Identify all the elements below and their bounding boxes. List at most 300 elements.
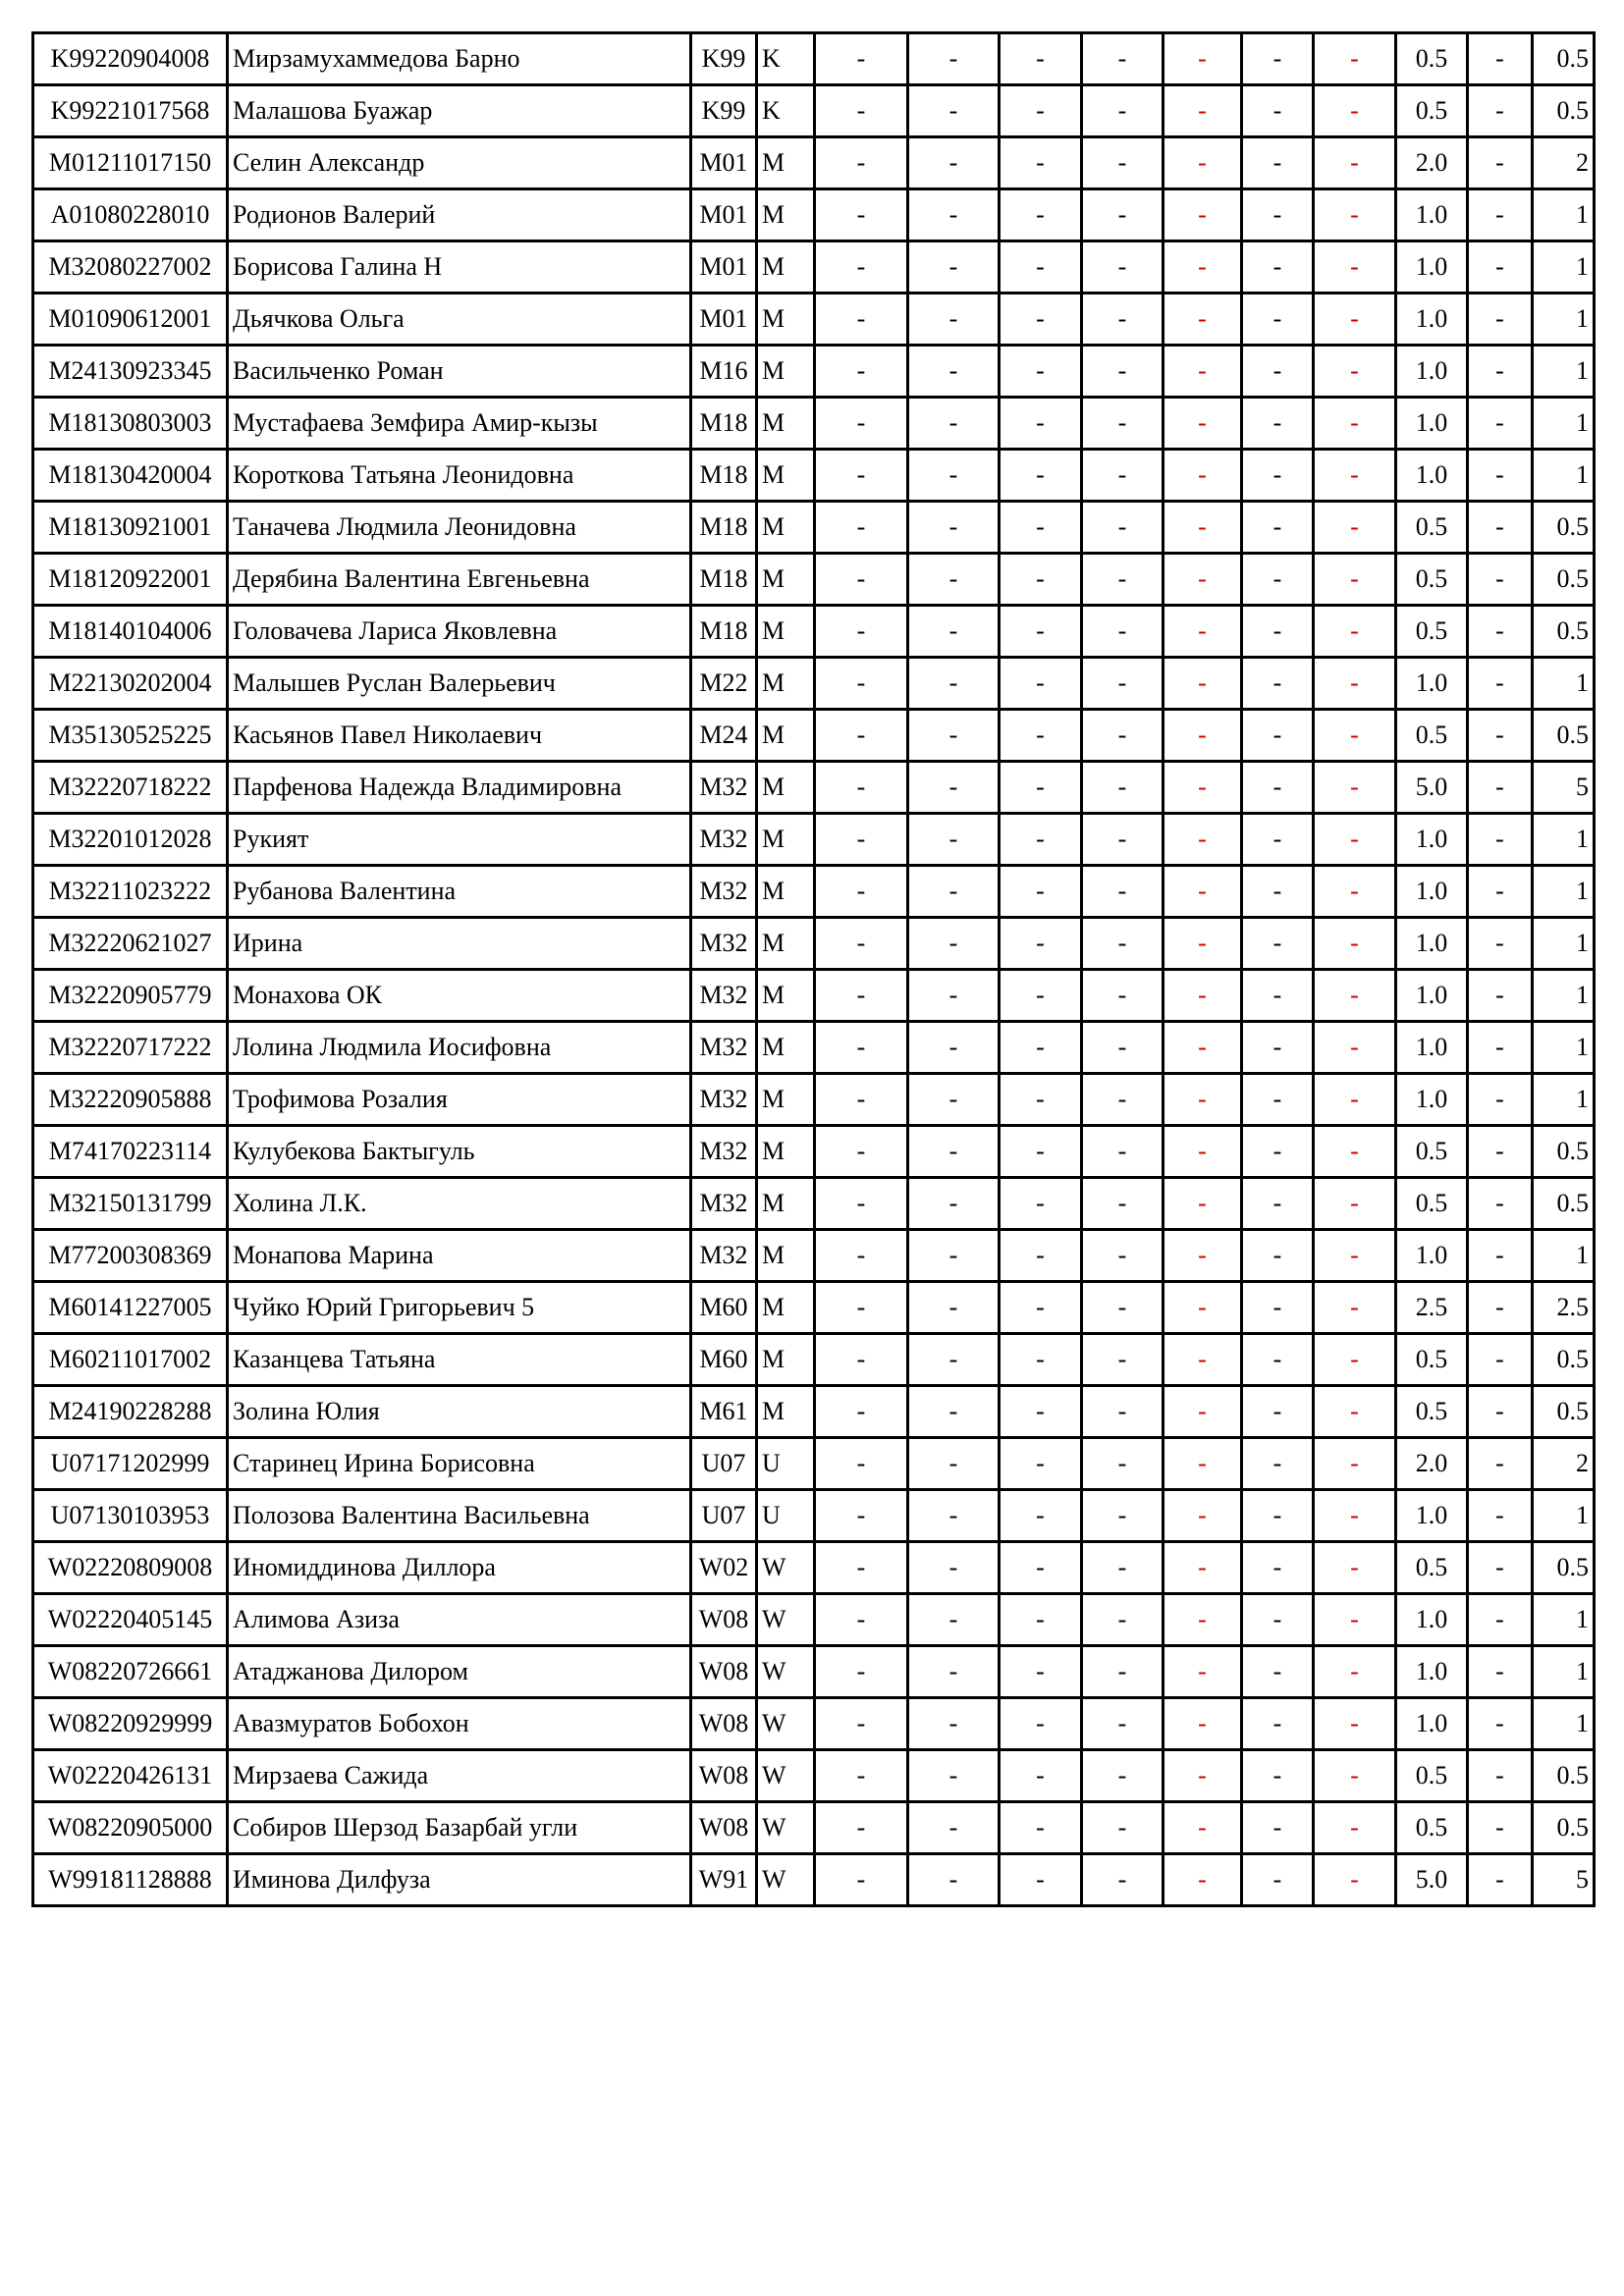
col-e-cell: - <box>1164 658 1242 710</box>
col-h-cell: - <box>1468 85 1533 137</box>
person-name-cell: Трофимова Розалия <box>228 1074 691 1126</box>
col-e-cell: - <box>1164 346 1242 398</box>
group-code-cell: U07 <box>691 1438 757 1490</box>
col-b-cell: - <box>908 450 1000 502</box>
table-row <box>33 918 1595 970</box>
table-row <box>33 85 1595 137</box>
col-c-cell: - <box>1000 814 1082 866</box>
col-c-cell: - <box>1000 1438 1082 1490</box>
group-code-cell: M32 <box>691 866 757 918</box>
total-cell: 0.5 <box>1533 1386 1595 1438</box>
table-row <box>33 814 1595 866</box>
col-g-cell: - <box>1314 710 1396 762</box>
record-id-cell: M60211017002 <box>33 1334 228 1386</box>
total-cell: 0.5 <box>1533 502 1595 554</box>
col-g-cell: - <box>1314 33 1396 85</box>
col-g-cell: - <box>1314 866 1396 918</box>
person-name-cell: Авазмуратов Бобохон <box>228 1698 691 1750</box>
col-b-cell: - <box>908 970 1000 1022</box>
col-f-cell: - <box>1242 970 1314 1022</box>
col-b-cell: - <box>908 1022 1000 1074</box>
col-d-cell: - <box>1082 1542 1164 1594</box>
col-f-cell: - <box>1242 1178 1314 1230</box>
total-cell: 0.5 <box>1533 1542 1595 1594</box>
col-d-cell: - <box>1082 189 1164 241</box>
col-d-cell: - <box>1082 1178 1164 1230</box>
total-cell: 0.5 <box>1533 606 1595 658</box>
total-cell: 1 <box>1533 1230 1595 1282</box>
record-id-cell: M01090612001 <box>33 294 228 346</box>
col-h-cell: - <box>1468 1542 1533 1594</box>
col-h-cell: - <box>1468 398 1533 450</box>
col-f-cell: - <box>1242 1126 1314 1178</box>
col-h-cell: - <box>1468 1438 1533 1490</box>
total-cell: 0.5 <box>1533 85 1595 137</box>
value-cell: 2.0 <box>1396 1438 1468 1490</box>
value-cell: 0.5 <box>1396 85 1468 137</box>
col-g-cell: - <box>1314 1802 1396 1854</box>
group-code-cell: M18 <box>691 606 757 658</box>
col-b-cell: - <box>908 1438 1000 1490</box>
table-row <box>33 710 1595 762</box>
group-code-cell: W02 <box>691 1542 757 1594</box>
col-h-cell: - <box>1468 294 1533 346</box>
col-b-cell: - <box>908 1074 1000 1126</box>
col-e-cell: - <box>1164 970 1242 1022</box>
group-code-cell: M16 <box>691 346 757 398</box>
total-cell: 1 <box>1533 398 1595 450</box>
col-e-cell: - <box>1164 710 1242 762</box>
value-cell: 1.0 <box>1396 1646 1468 1698</box>
person-name-cell: Собиров Шерзод Базарбай угли <box>228 1802 691 1854</box>
col-h-cell: - <box>1468 189 1533 241</box>
col-f-cell: - <box>1242 554 1314 606</box>
total-cell: 0.5 <box>1533 33 1595 85</box>
person-name-cell: Головачева Лариса Яковлевна <box>228 606 691 658</box>
col-a-cell: - <box>815 398 908 450</box>
col-g-cell: - <box>1314 762 1396 814</box>
record-id-cell: M18140104006 <box>33 606 228 658</box>
col-c-cell: - <box>1000 33 1082 85</box>
col-c-cell: - <box>1000 294 1082 346</box>
table-row <box>33 137 1595 189</box>
total-cell: 5 <box>1533 762 1595 814</box>
col-b-cell: - <box>908 1802 1000 1854</box>
col-c-cell: - <box>1000 398 1082 450</box>
col-h-cell: - <box>1468 1230 1533 1282</box>
col-c-cell: - <box>1000 1074 1082 1126</box>
col-h-cell: - <box>1468 970 1533 1022</box>
value-cell: 1.0 <box>1396 398 1468 450</box>
col-f-cell: - <box>1242 1438 1314 1490</box>
col-d-cell: - <box>1082 294 1164 346</box>
col-f-cell: - <box>1242 137 1314 189</box>
col-e-cell: - <box>1164 398 1242 450</box>
col-e-cell: - <box>1164 814 1242 866</box>
col-d-cell: - <box>1082 85 1164 137</box>
record-id-cell: K99221017568 <box>33 85 228 137</box>
person-name-cell: Парфенова Надежда Владимировна <box>228 762 691 814</box>
col-a-cell: - <box>815 346 908 398</box>
col-h-cell: - <box>1468 1646 1533 1698</box>
col-d-cell: - <box>1082 970 1164 1022</box>
person-name-cell: Ирина <box>228 918 691 970</box>
total-cell: 1 <box>1533 1490 1595 1542</box>
person-name-cell: Дерябина Валентина Евгеньевна <box>228 554 691 606</box>
record-id-cell: M01211017150 <box>33 137 228 189</box>
table-row <box>33 554 1595 606</box>
person-name-cell: Холина Л.К. <box>228 1178 691 1230</box>
col-c-cell: - <box>1000 1750 1082 1802</box>
col-d-cell: - <box>1082 1334 1164 1386</box>
col-h-cell: - <box>1468 137 1533 189</box>
group-letter-cell: M <box>757 814 815 866</box>
group-code-cell: M01 <box>691 137 757 189</box>
col-c-cell: - <box>1000 1802 1082 1854</box>
record-id-cell: M18120922001 <box>33 554 228 606</box>
col-a-cell: - <box>815 918 908 970</box>
record-id-cell: W08220905000 <box>33 1802 228 1854</box>
col-g-cell: - <box>1314 1438 1396 1490</box>
col-a-cell: - <box>815 33 908 85</box>
col-f-cell: - <box>1242 710 1314 762</box>
record-id-cell: M35130525225 <box>33 710 228 762</box>
total-cell: 0.5 <box>1533 1178 1595 1230</box>
record-id-cell: W99181128888 <box>33 1854 228 1906</box>
table-row <box>33 1230 1595 1282</box>
col-d-cell: - <box>1082 1594 1164 1646</box>
col-h-cell: - <box>1468 918 1533 970</box>
group-letter-cell: W <box>757 1542 815 1594</box>
person-name-cell: Касьянов Павел Николаевич <box>228 710 691 762</box>
col-b-cell: - <box>908 1594 1000 1646</box>
col-h-cell: - <box>1468 1854 1533 1906</box>
person-name-cell: Лолина Людмила Иосифовна <box>228 1022 691 1074</box>
group-letter-cell: M <box>757 346 815 398</box>
group-letter-cell: M <box>757 1022 815 1074</box>
group-code-cell: M61 <box>691 1386 757 1438</box>
value-cell: 1.0 <box>1396 1074 1468 1126</box>
col-g-cell: - <box>1314 554 1396 606</box>
col-b-cell: - <box>908 1282 1000 1334</box>
col-b-cell: - <box>908 1542 1000 1594</box>
col-h-cell: - <box>1468 554 1533 606</box>
col-e-cell: - <box>1164 241 1242 294</box>
col-b-cell: - <box>908 189 1000 241</box>
col-g-cell: - <box>1314 450 1396 502</box>
col-d-cell: - <box>1082 137 1164 189</box>
col-a-cell: - <box>815 189 908 241</box>
group-code-cell: W08 <box>691 1698 757 1750</box>
col-h-cell: - <box>1468 346 1533 398</box>
col-c-cell: - <box>1000 189 1082 241</box>
col-f-cell: - <box>1242 814 1314 866</box>
value-cell: 1.0 <box>1396 1022 1468 1074</box>
group-letter-cell: M <box>757 450 815 502</box>
col-e-cell: - <box>1164 85 1242 137</box>
value-cell: 1.0 <box>1396 294 1468 346</box>
table-row <box>33 1854 1595 1906</box>
col-h-cell: - <box>1468 1126 1533 1178</box>
col-c-cell: - <box>1000 1542 1082 1594</box>
group-letter-cell: M <box>757 606 815 658</box>
col-c-cell: - <box>1000 606 1082 658</box>
col-b-cell: - <box>908 1490 1000 1542</box>
person-name-cell: Иномиддинова Диллора <box>228 1542 691 1594</box>
col-a-cell: - <box>815 1594 908 1646</box>
record-id-cell: M18130803003 <box>33 398 228 450</box>
col-a-cell: - <box>815 1022 908 1074</box>
group-code-cell: M22 <box>691 658 757 710</box>
value-cell: 0.5 <box>1396 1334 1468 1386</box>
col-c-cell: - <box>1000 1854 1082 1906</box>
col-a-cell: - <box>815 1386 908 1438</box>
value-cell: 0.5 <box>1396 1542 1468 1594</box>
person-name-cell: Мустафаева Земфира Амир-кызы <box>228 398 691 450</box>
table-row <box>33 1386 1595 1438</box>
col-e-cell: - <box>1164 1594 1242 1646</box>
record-id-cell: M22130202004 <box>33 658 228 710</box>
record-id-cell: U07130103953 <box>33 1490 228 1542</box>
col-d-cell: - <box>1082 1646 1164 1698</box>
col-g-cell: - <box>1314 502 1396 554</box>
person-name-cell: Селин Александр <box>228 137 691 189</box>
col-e-cell: - <box>1164 762 1242 814</box>
group-code-cell: M18 <box>691 554 757 606</box>
col-f-cell: - <box>1242 1386 1314 1438</box>
table-row <box>33 1698 1595 1750</box>
group-code-cell: M01 <box>691 294 757 346</box>
col-e-cell: - <box>1164 1802 1242 1854</box>
col-c-cell: - <box>1000 1490 1082 1542</box>
col-h-cell: - <box>1468 710 1533 762</box>
total-cell: 1 <box>1533 189 1595 241</box>
col-f-cell: - <box>1242 450 1314 502</box>
group-letter-cell: M <box>757 502 815 554</box>
person-name-cell: Кулубекова Бактыгуль <box>228 1126 691 1178</box>
record-id-cell: W02220809008 <box>33 1542 228 1594</box>
roster-table <box>31 31 1596 1907</box>
col-c-cell: - <box>1000 1334 1082 1386</box>
col-f-cell: - <box>1242 1802 1314 1854</box>
col-g-cell: - <box>1314 970 1396 1022</box>
person-name-cell: Рубанова Валентина <box>228 866 691 918</box>
total-cell: 1 <box>1533 241 1595 294</box>
record-id-cell: M32220718222 <box>33 762 228 814</box>
col-f-cell: - <box>1242 33 1314 85</box>
col-e-cell: - <box>1164 33 1242 85</box>
table-row <box>33 1594 1595 1646</box>
total-cell: 0.5 <box>1533 1126 1595 1178</box>
col-e-cell: - <box>1164 554 1242 606</box>
col-b-cell: - <box>908 1698 1000 1750</box>
col-d-cell: - <box>1082 866 1164 918</box>
value-cell: 1.0 <box>1396 1698 1468 1750</box>
total-cell: 2 <box>1533 1438 1595 1490</box>
col-b-cell: - <box>908 502 1000 554</box>
col-a-cell: - <box>815 762 908 814</box>
value-cell: 5.0 <box>1396 1854 1468 1906</box>
col-b-cell: - <box>908 398 1000 450</box>
col-c-cell: - <box>1000 970 1082 1022</box>
table-row <box>33 33 1595 85</box>
col-d-cell: - <box>1082 450 1164 502</box>
col-a-cell: - <box>815 1334 908 1386</box>
col-d-cell: - <box>1082 1854 1164 1906</box>
group-code-cell: M32 <box>691 918 757 970</box>
group-letter-cell: M <box>757 762 815 814</box>
table-row <box>33 658 1595 710</box>
col-d-cell: - <box>1082 606 1164 658</box>
person-name-cell: Рукият <box>228 814 691 866</box>
record-id-cell: M32150131799 <box>33 1178 228 1230</box>
group-code-cell: M18 <box>691 502 757 554</box>
col-c-cell: - <box>1000 1022 1082 1074</box>
col-h-cell: - <box>1468 1022 1533 1074</box>
col-e-cell: - <box>1164 1074 1242 1126</box>
group-code-cell: W08 <box>691 1750 757 1802</box>
col-g-cell: - <box>1314 85 1396 137</box>
record-id-cell: M32220905779 <box>33 970 228 1022</box>
col-g-cell: - <box>1314 658 1396 710</box>
col-c-cell: - <box>1000 1698 1082 1750</box>
col-b-cell: - <box>908 710 1000 762</box>
value-cell: 0.5 <box>1396 1178 1468 1230</box>
group-letter-cell: K <box>757 33 815 85</box>
col-b-cell: - <box>908 1750 1000 1802</box>
record-id-cell: K99220904008 <box>33 33 228 85</box>
col-a-cell: - <box>815 1074 908 1126</box>
col-b-cell: - <box>908 1386 1000 1438</box>
record-id-cell: M32220621027 <box>33 918 228 970</box>
table-row <box>33 294 1595 346</box>
col-e-cell: - <box>1164 1230 1242 1282</box>
total-cell: 1 <box>1533 1698 1595 1750</box>
col-a-cell: - <box>815 866 908 918</box>
col-c-cell: - <box>1000 502 1082 554</box>
total-cell: 1 <box>1533 294 1595 346</box>
col-a-cell: - <box>815 450 908 502</box>
total-cell: 0.5 <box>1533 1802 1595 1854</box>
group-letter-cell: M <box>757 1386 815 1438</box>
total-cell: 1 <box>1533 814 1595 866</box>
col-a-cell: - <box>815 85 908 137</box>
col-a-cell: - <box>815 970 908 1022</box>
total-cell: 1 <box>1533 918 1595 970</box>
col-c-cell: - <box>1000 710 1082 762</box>
col-b-cell: - <box>908 606 1000 658</box>
col-c-cell: - <box>1000 658 1082 710</box>
col-h-cell: - <box>1468 1334 1533 1386</box>
group-code-cell: M32 <box>691 814 757 866</box>
record-id-cell: W02220426131 <box>33 1750 228 1802</box>
col-g-cell: - <box>1314 1282 1396 1334</box>
group-code-cell: W08 <box>691 1802 757 1854</box>
col-f-cell: - <box>1242 1542 1314 1594</box>
col-a-cell: - <box>815 1542 908 1594</box>
col-f-cell: - <box>1242 398 1314 450</box>
col-d-cell: - <box>1082 1230 1164 1282</box>
person-name-cell: Казанцева Татьяна <box>228 1334 691 1386</box>
total-cell: 1 <box>1533 658 1595 710</box>
group-letter-cell: W <box>757 1594 815 1646</box>
col-g-cell: - <box>1314 294 1396 346</box>
col-a-cell: - <box>815 1282 908 1334</box>
col-h-cell: - <box>1468 1698 1533 1750</box>
value-cell: 1.0 <box>1396 450 1468 502</box>
group-letter-cell: M <box>757 1074 815 1126</box>
col-h-cell: - <box>1468 1178 1533 1230</box>
table-row <box>33 189 1595 241</box>
value-cell: 2.5 <box>1396 1282 1468 1334</box>
col-g-cell: - <box>1314 1594 1396 1646</box>
table-row <box>33 450 1595 502</box>
col-g-cell: - <box>1314 1490 1396 1542</box>
col-d-cell: - <box>1082 1386 1164 1438</box>
record-id-cell: M32211023222 <box>33 866 228 918</box>
group-code-cell: K99 <box>691 85 757 137</box>
table-row <box>33 1126 1595 1178</box>
record-id-cell: W08220929999 <box>33 1698 228 1750</box>
value-cell: 0.5 <box>1396 1126 1468 1178</box>
col-a-cell: - <box>815 1698 908 1750</box>
col-c-cell: - <box>1000 918 1082 970</box>
col-a-cell: - <box>815 1854 908 1906</box>
group-letter-cell: M <box>757 1334 815 1386</box>
col-c-cell: - <box>1000 1126 1082 1178</box>
record-id-cell: M32220717222 <box>33 1022 228 1074</box>
group-code-cell: W91 <box>691 1854 757 1906</box>
col-a-cell: - <box>815 502 908 554</box>
value-cell: 1.0 <box>1396 189 1468 241</box>
col-e-cell: - <box>1164 606 1242 658</box>
table-row <box>33 346 1595 398</box>
record-id-cell: W02220405145 <box>33 1594 228 1646</box>
group-letter-cell: W <box>757 1646 815 1698</box>
group-letter-cell: M <box>757 710 815 762</box>
col-a-cell: - <box>815 1802 908 1854</box>
group-letter-cell: M <box>757 1178 815 1230</box>
col-e-cell: - <box>1164 1022 1242 1074</box>
person-name-cell: Полозова Валентина Васильевна <box>228 1490 691 1542</box>
value-cell: 1.0 <box>1396 1230 1468 1282</box>
group-letter-cell: M <box>757 398 815 450</box>
col-d-cell: - <box>1082 1490 1164 1542</box>
col-b-cell: - <box>908 1334 1000 1386</box>
value-cell: 1.0 <box>1396 866 1468 918</box>
col-f-cell: - <box>1242 85 1314 137</box>
col-a-cell: - <box>815 658 908 710</box>
col-d-cell: - <box>1082 1022 1164 1074</box>
total-cell: 1 <box>1533 1022 1595 1074</box>
record-id-cell: M60141227005 <box>33 1282 228 1334</box>
col-e-cell: - <box>1164 502 1242 554</box>
group-letter-cell: M <box>757 189 815 241</box>
value-cell: 1.0 <box>1396 970 1468 1022</box>
col-e-cell: - <box>1164 294 1242 346</box>
col-h-cell: - <box>1468 33 1533 85</box>
col-g-cell: - <box>1314 398 1396 450</box>
person-name-cell: Васильченко Роман <box>228 346 691 398</box>
total-cell: 1 <box>1533 866 1595 918</box>
col-a-cell: - <box>815 1750 908 1802</box>
table-row <box>33 606 1595 658</box>
col-h-cell: - <box>1468 450 1533 502</box>
record-id-cell: W08220726661 <box>33 1646 228 1698</box>
group-code-cell: M18 <box>691 398 757 450</box>
person-name-cell: Борисова Галина Н <box>228 241 691 294</box>
group-code-cell: W08 <box>691 1646 757 1698</box>
